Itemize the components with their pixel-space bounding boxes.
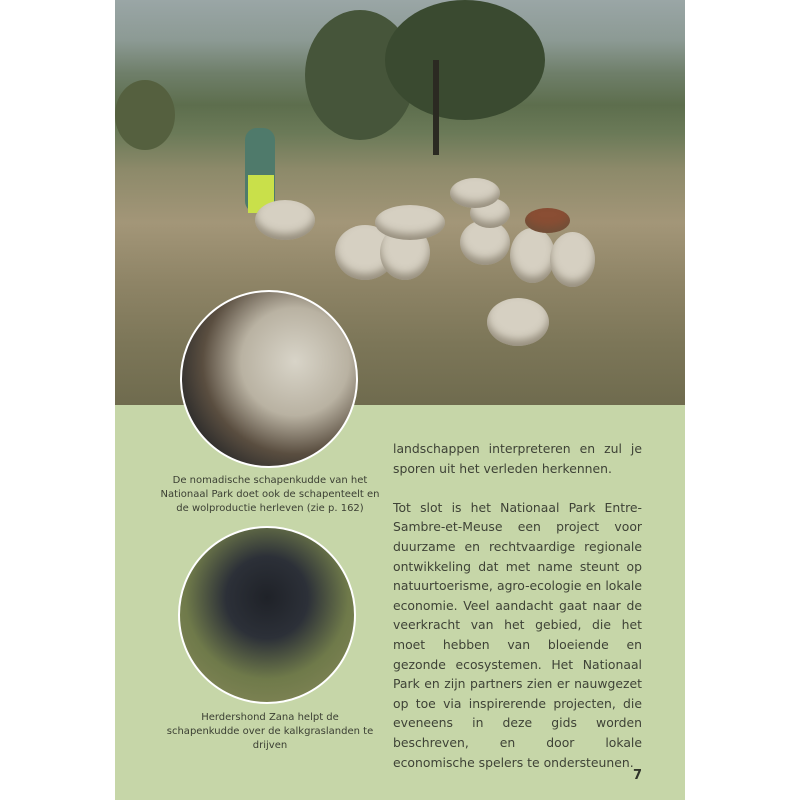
document-page [115,0,685,800]
hands-wool-photo [180,290,358,468]
paragraph: Tot slot is het Nationaal Park Entre-Sambre-et-Meuse een project voor duurzame en rechtvaardige regionale ontwikkeling dat met name steunt op natuurtoerisme, agro-ecologie en lokale economie. Veel aandacht gaat naar de veerkracht van het gebied, die het moet hebben van bloeiende en gezonde ecosystemen. Het Nationaal Park en zijn partners zien er nauwgezet op toe via inspirerende projecten, die eveneens in deze gids worden beschreven, en door lokale economische spelers te ondersteunen. [393,499,642,770]
body-text [393,439,642,792]
paragraph: landschappen interpreteren en zul je sporen uit het verleden herkennen. [393,441,642,476]
page-number: 7 [633,768,643,783]
photo-caption: De nomadische schapenkudde van het Nationaal Park doet ook de schapenteelt en de wolproductie herleven (zie p. 162) [160,475,380,514]
sheepdog-photo [178,526,356,704]
photo-caption: Herdershond Zana helpt de schapenkudde over de kalkgraslanden te drijven [166,712,374,751]
